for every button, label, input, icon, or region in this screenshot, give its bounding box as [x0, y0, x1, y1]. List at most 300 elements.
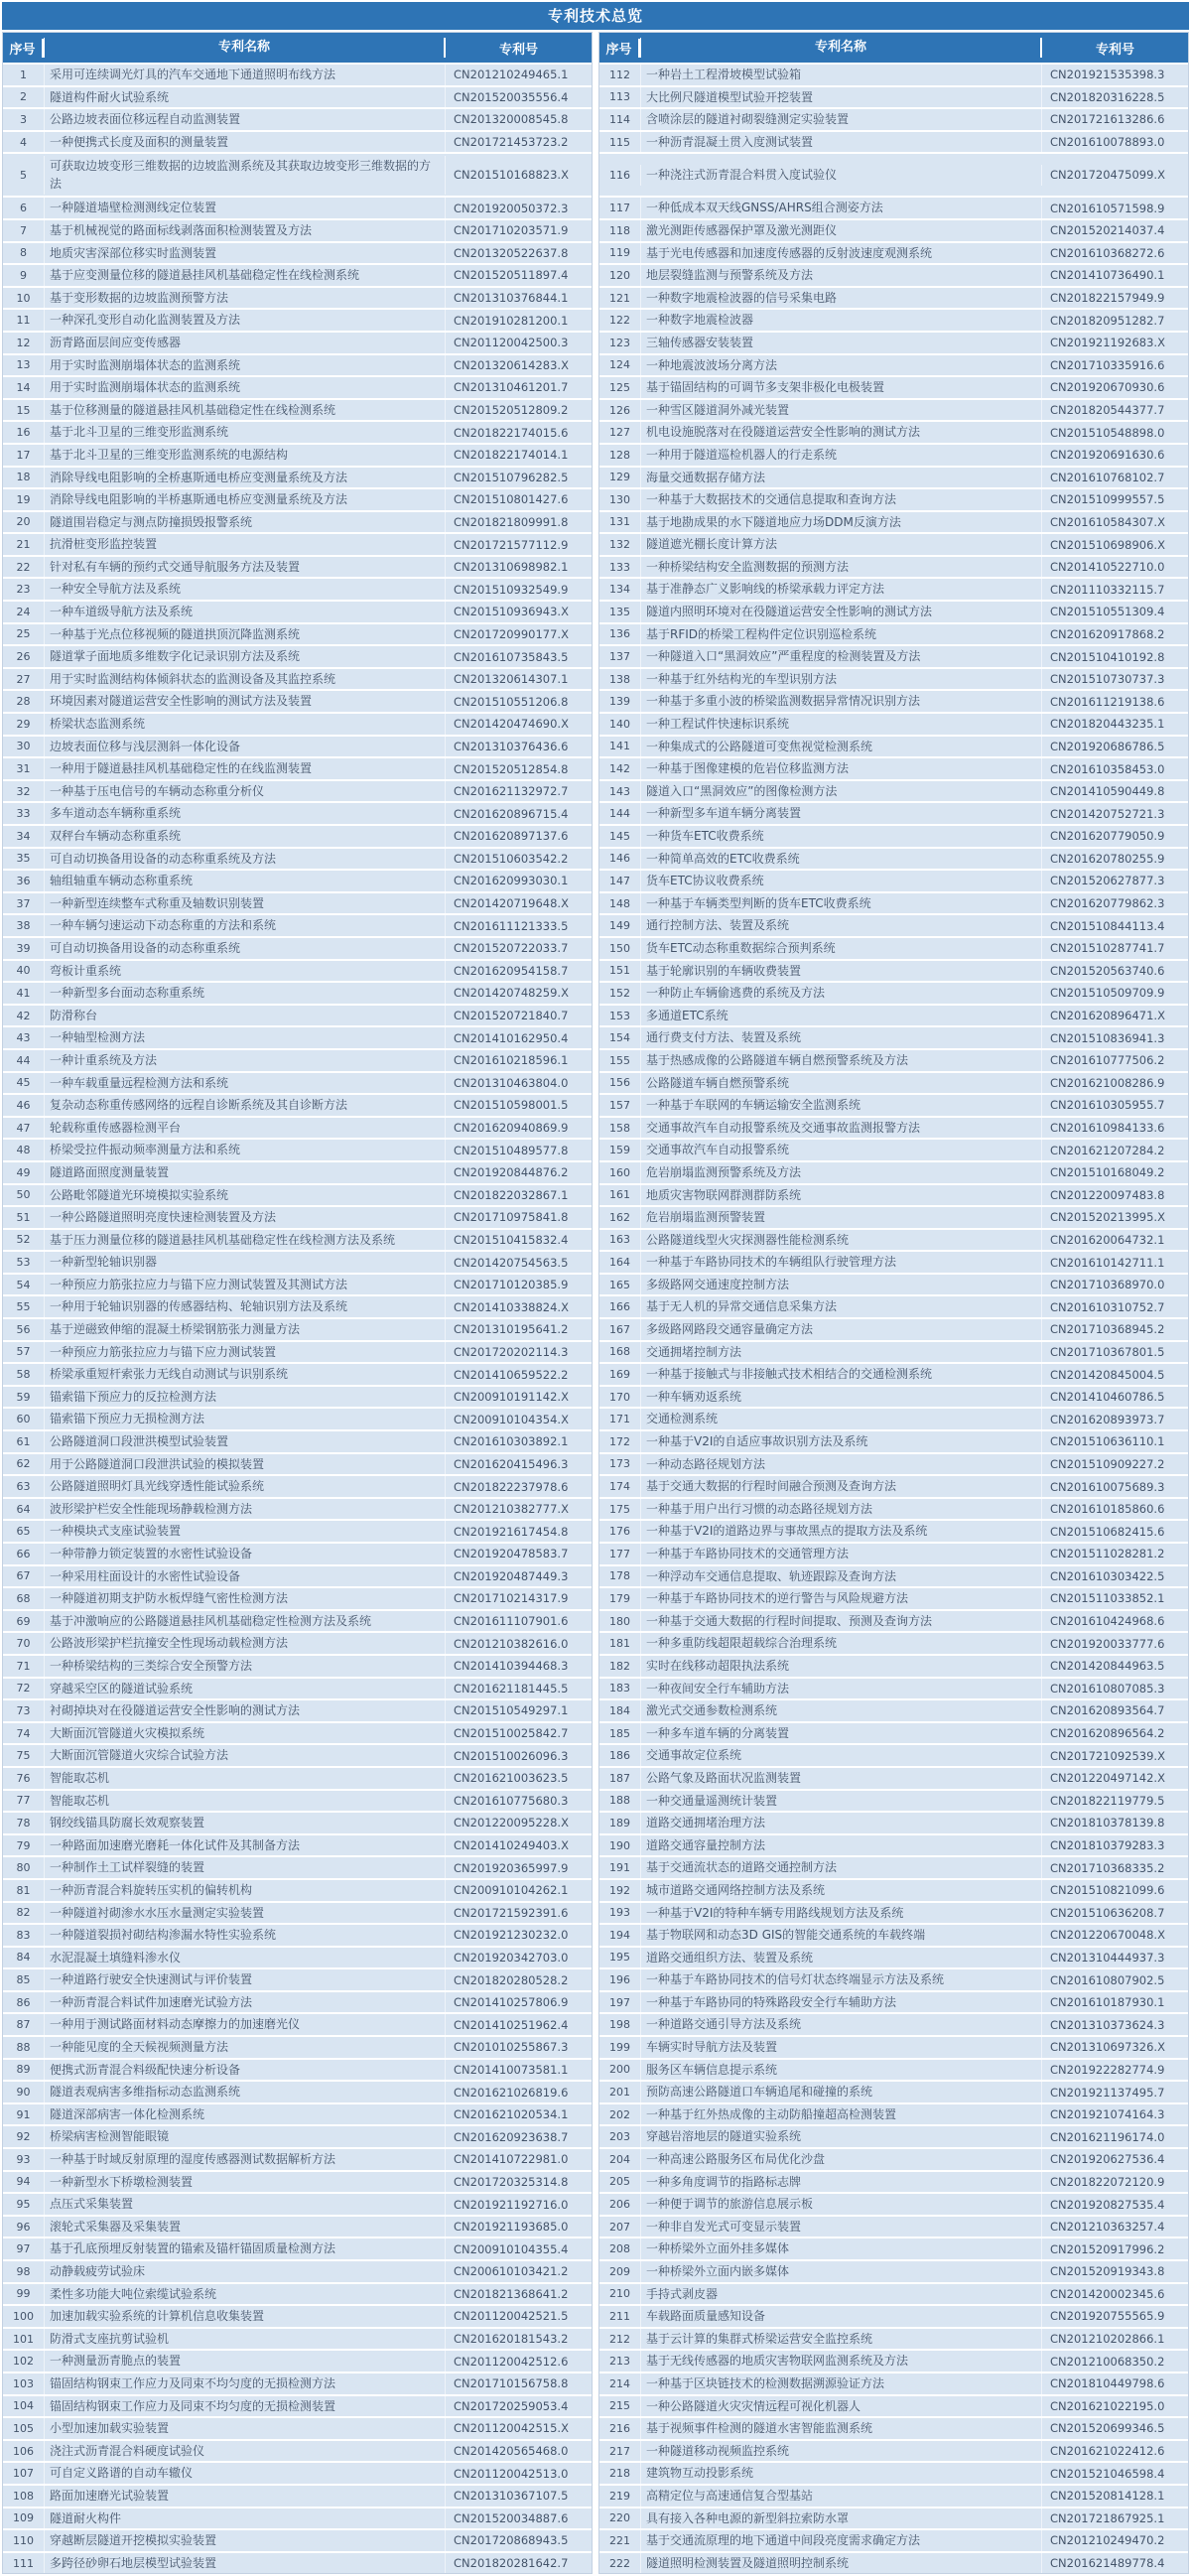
patent-number-cell: CN201520034887.6 — [454, 2510, 569, 2525]
table-row — [599, 1811, 1188, 1833]
patent-number-cell: CN201810449798.6 — [1050, 2376, 1165, 2391]
patent-name-cell: 一种基于车联网的车辆运输安全监测系统 — [640, 1095, 1042, 1116]
patent-number-cell: CN201310461201.7 — [454, 380, 569, 395]
patent-number-cell: CN201721092539.X — [1050, 1748, 1165, 1763]
table-row — [3, 1273, 592, 1295]
patent-number-cell: CN201520563740.6 — [1050, 963, 1165, 978]
patent-number-cell: CN201410257806.9 — [454, 1995, 569, 2010]
row-index-cell: 169 — [609, 1368, 630, 1382]
row-index-cell: 141 — [609, 740, 630, 753]
table-row — [599, 869, 1188, 891]
patent-name-cell: 一种集成式的公路隧道可变焦视觉检测系统 — [640, 737, 1042, 757]
row-index-cell: 27 — [16, 672, 31, 686]
patent-number-cell: CN201620940869.9 — [454, 1121, 569, 1136]
patent-name-cell: 一种道路行驶安全快速测试与评价装置 — [44, 1969, 446, 1990]
patent-name-cell: 一种基于多重小波的桥梁监测数据异常情况识别方法 — [640, 691, 1042, 712]
row-index-cell: 219 — [609, 2489, 630, 2503]
row-index-cell: 143 — [609, 784, 630, 798]
patent-name-cell: 基于机械视觉的路面标线剥落面积检测装置及方法 — [44, 220, 446, 241]
row-index-cell: 167 — [609, 1322, 630, 1336]
row-index-cell: 102 — [13, 2355, 34, 2369]
table-row — [3, 1385, 592, 1408]
patent-name-cell: 一种便携式长度及面积的测量装置 — [44, 132, 446, 153]
row-index-cell: 97 — [16, 2242, 31, 2256]
patent-name-cell: 一种地震波波场分离方法 — [640, 355, 1042, 376]
table-row — [599, 1609, 1188, 1632]
patent-name-cell: 穿越断层隧道开挖模拟实验装置 — [44, 2530, 446, 2551]
table-row — [3, 2147, 592, 2170]
patent-name-cell: 一种制作土工试样裂缝的装置 — [44, 1857, 446, 1878]
patent-name-cell: 一种带静力锁定装置的水密性试验设备 — [44, 1544, 446, 1564]
table-row — [3, 331, 592, 353]
table-row — [599, 2484, 1188, 2507]
table-row — [3, 85, 592, 108]
patent-name-cell: 基于北斗卫星的三维变形监测系统的电源结构 — [44, 445, 446, 466]
patent-number-cell: CN201510682415.6 — [1050, 1524, 1165, 1539]
patent-number-cell: CN201420754563.5 — [454, 1255, 569, 1270]
patent-table-right — [598, 32, 1189, 2574]
patent-number-cell: CN201520919343.8 — [1050, 2264, 1165, 2279]
patent-name-cell: 一种非自发光式可变显示装置 — [640, 2217, 1042, 2237]
patent-name-cell: 一种能见度的全天候视频测量方法 — [44, 2037, 446, 2058]
patent-number-cell: CN201721577112.9 — [454, 537, 569, 552]
patent-number-cell: CN201610303892.1 — [454, 1434, 569, 1449]
table-row — [3, 936, 592, 959]
row-index-cell: 99 — [16, 2287, 31, 2301]
row-index-cell: 65 — [16, 1525, 31, 1539]
row-index-cell: 63 — [16, 1480, 31, 1494]
patent-number-cell: CN200610103421.2 — [454, 2264, 569, 2279]
patent-name-cell: 一种预应力筋张拉应力与锚下应力测试装置及其测试方法 — [44, 1275, 446, 1295]
patent-number-cell: CN201621020534.1 — [454, 2107, 569, 2122]
patent-number-cell: CN201520511897.4 — [454, 268, 569, 283]
patent-name-cell: 一种沥青混合料旋转压实机的偏转机构 — [44, 1880, 446, 1901]
patent-name-cell: 抗滑桩变形监控装置 — [44, 534, 446, 555]
patent-number-cell: CN201821809991.8 — [454, 514, 569, 529]
row-index-cell: 116 — [609, 168, 630, 182]
table-row — [599, 1923, 1188, 1946]
table-row — [3, 1878, 592, 1901]
row-index-cell: 32 — [16, 784, 31, 798]
patent-number-cell: CN201621022412.6 — [1050, 2444, 1165, 2459]
row-index-cell: 170 — [609, 1390, 630, 1404]
patent-name-cell: 防滑称台 — [44, 1006, 446, 1026]
table-row — [3, 689, 592, 712]
patent-number-cell: CN201521046598.4 — [1050, 2466, 1165, 2481]
patent-number-cell: CN201510489577.8 — [454, 1143, 569, 1157]
patent-number-cell: CN201420002345.6 — [1050, 2286, 1165, 2301]
row-index-cell: 159 — [609, 1144, 630, 1157]
table-row — [599, 577, 1188, 600]
row-index-cell: 16 — [16, 426, 31, 440]
row-index-cell: 171 — [609, 1413, 630, 1426]
patent-tables-container — [2, 32, 1189, 2574]
table-row — [599, 2416, 1188, 2439]
patent-name-cell: 智能取芯机 — [44, 1768, 446, 1789]
patent-number-cell: CN201510636110.1 — [1050, 1434, 1165, 1449]
patent-number-cell: CN201420565468.0 — [454, 2444, 569, 2459]
table-row — [3, 2484, 592, 2507]
patent-number-cell: CN201310444937.3 — [1050, 1950, 1165, 1965]
patent-name-cell: 货车ETC协议收费系统 — [640, 871, 1042, 891]
row-index-cell: 52 — [16, 1233, 31, 1247]
patent-number-cell: CN201310367107.5 — [454, 2489, 569, 2504]
patent-number-cell: CN201610075689.3 — [1050, 1479, 1165, 1494]
row-index-cell: 189 — [609, 1816, 630, 1830]
patent-number-cell: CN201310373624.3 — [1050, 2017, 1165, 2032]
row-index-cell: 128 — [609, 448, 630, 462]
table-row — [599, 1474, 1188, 1497]
patent-name-cell: 消除导线电阻影响的全桥惠斯通电桥应变测量系统及方法 — [44, 468, 446, 488]
patent-name-cell: 高精定位与高速通信复合型基站 — [640, 2486, 1042, 2507]
patent-name-cell: 一种深孔变形自动化监测装置及方法 — [44, 310, 446, 331]
patent-number-cell: CN201410162950.4 — [454, 1030, 569, 1045]
patent-name-cell: 隧道表观病害多维指标动态监测系统 — [44, 2082, 446, 2102]
table-row — [599, 1497, 1188, 1520]
table-row — [599, 622, 1188, 645]
table-row — [599, 1048, 1188, 1071]
table-row — [599, 466, 1188, 488]
row-index-cell: 198 — [609, 2018, 630, 2032]
patent-number-cell: CN201822174014.1 — [454, 448, 569, 463]
row-index-cell: 96 — [16, 2220, 31, 2234]
row-index-cell: 194 — [609, 1928, 630, 1942]
table-row — [3, 2461, 592, 2484]
table-row — [599, 2215, 1188, 2237]
table-row — [3, 2439, 592, 2462]
patent-number-cell: CN201922282774.9 — [1050, 2062, 1165, 2077]
patent-number-cell: CN201420748259.X — [454, 986, 569, 1001]
patent-number-cell: CN201220497142.X — [1050, 1771, 1165, 1786]
table-row — [3, 1317, 592, 1340]
row-index-cell: 56 — [16, 1322, 31, 1336]
row-index-cell: 200 — [609, 2063, 630, 2077]
patent-number-cell: CN201120042515.X — [454, 2421, 569, 2436]
patent-name-cell: 多车道动态车辆称重系统 — [44, 803, 446, 824]
row-index-cell: 72 — [16, 1682, 31, 1695]
row-index-cell: 1 — [20, 68, 27, 81]
row-index-cell: 106 — [13, 2444, 34, 2458]
table-row — [3, 1294, 592, 1317]
patent-number-cell: CN201920827535.4 — [1050, 2197, 1165, 2212]
patent-number-cell: CN201621489778.4 — [1050, 2556, 1165, 2571]
patent-number-cell: CN201610735843.5 — [454, 649, 569, 664]
patent-number-cell: CN201611107901.6 — [454, 1614, 569, 1629]
table-row — [599, 331, 1188, 353]
row-index-cell: 108 — [13, 2489, 34, 2503]
row-index-cell: 21 — [16, 538, 31, 552]
table-row — [599, 756, 1188, 779]
row-index-cell: 80 — [16, 1861, 31, 1875]
row-index-cell: 60 — [16, 1413, 31, 1426]
row-index-cell: 182 — [609, 1659, 630, 1673]
table-row — [599, 1990, 1188, 2013]
row-index-cell: 109 — [13, 2511, 34, 2525]
patent-number-cell: CN201510603542.2 — [454, 851, 569, 866]
patent-name-cell: 一种基于车路协同技术的信号灯状态终端显示方法及系统 — [640, 1969, 1042, 1990]
patent-number-cell: CN201920050372.3 — [454, 201, 569, 215]
patent-name-cell: 公路边坡表面位移远程自动监测装置 — [44, 109, 446, 130]
patent-name-cell: 一种动态路径规划方法 — [640, 1454, 1042, 1475]
row-index-cell: 211 — [609, 2309, 630, 2323]
patent-name-cell: 一种车辆匀速运动下动态称重的方法和系统 — [44, 915, 446, 936]
patent-number-cell: CN201510999557.5 — [1050, 492, 1165, 507]
table-row — [3, 2124, 592, 2147]
row-index-cell: 36 — [16, 874, 31, 887]
patent-number-cell: CN201520627877.3 — [1050, 874, 1165, 888]
patent-name-cell: 一种沥青混合料试件加速磨光试验方法 — [44, 1992, 446, 2013]
table-row — [3, 1766, 592, 1789]
patent-name-cell: 一种车载重量远程检测方法和系统 — [44, 1073, 446, 1094]
patent-name-cell: 隧道遮光棚长度计算方法 — [640, 534, 1042, 555]
patent-name-cell: 针对私有车辆的预约式交通导航服务方法及装置 — [44, 557, 446, 578]
patent-number-cell: CN201620893564.7 — [1050, 1703, 1165, 1718]
table-row — [599, 1967, 1188, 1990]
table-row — [3, 1116, 592, 1139]
row-index-cell: 84 — [16, 1951, 31, 1965]
row-index-cell: 208 — [609, 2242, 630, 2256]
table-row — [3, 756, 592, 779]
table-row — [3, 1990, 592, 2013]
row-index-cell: 41 — [16, 986, 31, 1000]
table-row — [599, 644, 1188, 667]
table-row — [3, 1183, 592, 1206]
patent-number-cell: CN201710120385.9 — [454, 1278, 569, 1292]
table-row — [599, 130, 1188, 153]
patent-number-cell: CN201320522637.8 — [454, 245, 569, 260]
row-index-cell: 193 — [609, 1906, 630, 1920]
patent-name-cell: 桥梁受拉件振动频率测量方法和系统 — [44, 1140, 446, 1160]
table-row — [3, 600, 592, 622]
table-row — [3, 1677, 592, 1699]
table-row — [599, 735, 1188, 757]
patent-number-cell: CN201822032867.1 — [454, 1187, 569, 1202]
patent-number-cell: CN201610777506.2 — [1050, 1053, 1165, 1068]
patent-name-cell: 浇注式沥青混合料硬度试验仪 — [44, 2441, 446, 2462]
column-header-number: 专利号 — [498, 42, 538, 58]
patent-name-cell: 大断面沉管隧道火灾综合试验方法 — [44, 1745, 446, 1766]
row-index-cell: 173 — [609, 1457, 630, 1471]
patent-name-cell: 一种新型多车道车辆分离装置 — [640, 803, 1042, 824]
patent-number-cell: CN201510844113.4 — [1050, 918, 1165, 933]
patent-number-cell: CN201621026819.6 — [454, 2085, 569, 2100]
table-row — [599, 1250, 1188, 1273]
patent-name-cell: 一种多角度调节的指路标志牌 — [640, 2172, 1042, 2193]
patent-name-cell: 锚索锚下预应力的反拉检测方法 — [44, 1387, 446, 1408]
patent-number-cell: CN201310376844.1 — [454, 291, 569, 306]
patent-number-cell: CN201920670930.6 — [1050, 380, 1165, 395]
row-index-cell: 12 — [16, 336, 31, 349]
patent-number-cell: CN201510909227.2 — [1050, 1456, 1165, 1471]
patent-name-cell: 隧道耐火构件 — [44, 2508, 446, 2529]
row-index-cell: 104 — [13, 2399, 34, 2413]
patent-name-cell: 基于压力测量位移的隧道悬挂风机基础稳定性在线检测方法及系统 — [44, 1230, 446, 1251]
table-row — [599, 1025, 1188, 1048]
patent-number-cell: CN201721453723.2 — [454, 135, 569, 150]
patent-name-cell: 一种交通量遥测统计装置 — [640, 1791, 1042, 1812]
row-index-cell: 220 — [609, 2511, 630, 2525]
patent-number-cell: CN201920365997.9 — [454, 1860, 569, 1875]
row-index-cell: 44 — [16, 1053, 31, 1067]
table-row — [3, 2327, 592, 2350]
table-row — [599, 1138, 1188, 1160]
patent-name-cell: 基于应变测量位移的隧道悬挂风机基础稳定性在线检测系统 — [44, 265, 446, 286]
patent-name-cell: 柔性多功能大吨位索缆试验系统 — [44, 2284, 446, 2305]
table-row — [599, 2528, 1188, 2551]
patent-number-cell: CN201510821099.6 — [1050, 1883, 1165, 1898]
table-row — [599, 286, 1188, 309]
patent-number-cell: CN201810379283.3 — [1050, 1838, 1165, 1853]
patent-number-cell: CN201610078893.0 — [1050, 135, 1165, 150]
table-row — [3, 959, 592, 982]
patent-number-cell: CN201611219138.6 — [1050, 694, 1165, 709]
patent-name-cell: 一种基于用户出行习惯的动态路径规划方法 — [640, 1499, 1042, 1520]
table-row — [3, 2528, 592, 2551]
patent-name-cell: 轮载称重传感器检测平台 — [44, 1118, 446, 1139]
patent-name-cell: 危岩崩塌监测预警系统及方法 — [640, 1162, 1042, 1183]
table-row — [3, 981, 592, 1004]
patent-number-cell: CN201510026096.3 — [454, 1748, 569, 1763]
table-row — [599, 1205, 1188, 1228]
patent-number-cell: CN201620893973.7 — [1050, 1412, 1165, 1426]
patent-number-cell: CN201820443235.1 — [1050, 717, 1165, 732]
patent-name-cell: 可自定义路谱的自动车辙仪 — [44, 2463, 446, 2484]
patent-number-cell: CN201621196174.0 — [1050, 2129, 1165, 2144]
patent-number-cell: CN201510551206.8 — [454, 694, 569, 709]
row-index-cell: 71 — [16, 1659, 31, 1673]
row-index-cell: 59 — [16, 1390, 31, 1404]
table-row — [3, 1138, 592, 1160]
patent-number-cell: CN201920691630.6 — [1050, 448, 1165, 463]
row-index-cell: 130 — [609, 492, 630, 506]
row-index-cell: 191 — [609, 1861, 630, 1875]
table-row — [599, 2551, 1188, 2574]
table-body-right — [599, 63, 1188, 2573]
table-row — [3, 1855, 592, 1878]
table-row — [599, 2035, 1188, 2058]
patent-name-cell: 基于交通流状态的道路交通控制方法 — [640, 1857, 1042, 1878]
patent-number-cell: CN201620954158.7 — [454, 963, 569, 978]
patent-name-cell: 多通道ETC系统 — [640, 1006, 1042, 1026]
patent-name-cell: 一种基于光点位移视频的隧道拱顶沉降监测系统 — [44, 624, 446, 645]
patent-name-cell: 防滑式支座抗剪试验机 — [44, 2329, 446, 2350]
patent-name-cell: 一种基于车路协同技术的逆行警告与风险规避方法 — [640, 1588, 1042, 1609]
patent-number-cell: CN201710367801.5 — [1050, 1344, 1165, 1359]
row-index-cell: 161 — [609, 1188, 630, 1202]
table-row — [599, 532, 1188, 555]
patent-name-cell: 一种多车道车辆的分离装置 — [640, 1723, 1042, 1744]
patent-name-cell: 地层裂缝监测与预警系统及方法 — [640, 265, 1042, 286]
row-index-cell: 87 — [16, 2018, 31, 2032]
row-index-cell: 121 — [609, 291, 630, 305]
patent-name-cell: 地质灾害物联网群测群防系统 — [640, 1185, 1042, 1206]
patent-number-cell: CN201610984133.6 — [1050, 1121, 1165, 1136]
row-index-cell: 113 — [609, 90, 630, 104]
table-row — [599, 420, 1188, 443]
table-row — [3, 1407, 592, 1429]
table-row — [3, 2372, 592, 2394]
patent-name-cell: 基于轮廓识别的车辆收费装置 — [640, 961, 1042, 982]
row-index-cell: 183 — [609, 1682, 630, 1695]
row-index-cell: 85 — [16, 1973, 31, 1987]
patent-name-cell: 桥梁状态监测系统 — [44, 714, 446, 735]
patent-name-cell: 小型加速加载实验装置 — [44, 2418, 446, 2439]
table-row — [599, 375, 1188, 398]
patent-number-cell: CN201621132972.7 — [454, 784, 569, 799]
table-row — [599, 1542, 1188, 1564]
patent-name-cell: 公路隧道线型火灾探测器性能检测系统 — [640, 1230, 1042, 1251]
row-index-cell: 75 — [16, 1749, 31, 1763]
patent-number-cell: CN201210382616.0 — [454, 1636, 569, 1651]
table-row — [3, 1967, 592, 1990]
patent-name-cell: 一种低成本双天线GNSS/AHRS组合测姿方法 — [640, 198, 1042, 218]
table-row — [599, 936, 1188, 959]
patent-name-cell: 隧道照明检测装置及隧道照明控制系统 — [640, 2553, 1042, 2574]
patent-number-cell: CN201821368641.2 — [454, 2286, 569, 2301]
table-row — [3, 1698, 592, 1721]
table-row — [3, 2012, 592, 2035]
patent-number-cell: CN201210382777.X — [454, 1502, 569, 1517]
patent-number-cell: CN201620923638.7 — [454, 2129, 569, 2144]
row-index-cell: 7 — [20, 223, 27, 237]
table-row — [3, 1721, 592, 1744]
table-row — [3, 1901, 592, 1924]
patent-number-cell: CN201520512809.2 — [454, 403, 569, 418]
table-row — [599, 2461, 1188, 2484]
row-index-cell: 136 — [609, 627, 630, 641]
row-index-cell: 98 — [16, 2264, 31, 2278]
patent-number-cell: CN201822119779.5 — [1050, 1793, 1165, 1808]
patent-name-cell: 可自动切换备用设备的动态称重系统及方法 — [44, 849, 446, 870]
patent-number-cell: CN201822174015.6 — [454, 425, 569, 440]
table-row — [3, 847, 592, 870]
patent-name-cell: 通行费支付方法、装置及系统 — [640, 1027, 1042, 1048]
row-index-cell: 54 — [16, 1278, 31, 1291]
patent-name-cell: 一种数字地震检波器的信号采集电路 — [640, 288, 1042, 309]
patent-number-cell: CN201520214037.4 — [1050, 223, 1165, 238]
patent-name-cell: 一种浇注式沥青混合料贯入度试验仪 — [640, 165, 1042, 186]
patent-name-cell: 多级路网路段交通容量确定方法 — [640, 1319, 1042, 1340]
row-index-cell: 123 — [609, 336, 630, 349]
table-row — [3, 1946, 592, 1968]
patent-name-cell: 公路隧道车辆自燃预警系统 — [640, 1073, 1042, 1094]
patent-name-cell: 隧道内照明环境对在役隧道运营安全性影响的测试方法 — [640, 602, 1042, 622]
table-row — [3, 2215, 592, 2237]
patent-number-cell: CN201820281642.7 — [454, 2556, 569, 2571]
patent-name-cell: 一种用于隧道悬挂风机基础稳定性的在线监测装置 — [44, 758, 446, 779]
row-index-cell: 58 — [16, 1368, 31, 1382]
table-row — [3, 1250, 592, 1273]
table-row — [599, 600, 1188, 622]
row-index-cell: 202 — [609, 2107, 630, 2121]
row-index-cell: 180 — [609, 1614, 630, 1628]
table-row — [3, 2080, 592, 2102]
patent-name-cell: 基于光电传感器和加速度传感器的反射波速度观测系统 — [640, 243, 1042, 264]
patent-number-cell: CN201610142711.1 — [1050, 1255, 1165, 1270]
patent-name-cell: 弯板计重系统 — [44, 961, 446, 982]
table-row — [3, 2102, 592, 2125]
row-index-cell: 150 — [609, 941, 630, 955]
row-index-cell: 175 — [609, 1502, 630, 1516]
table-row — [3, 1609, 592, 1632]
row-index-cell: 222 — [609, 2556, 630, 2570]
patent-name-cell: 动静载疲劳试验床 — [44, 2261, 446, 2282]
patent-number-cell: CN201621008286.9 — [1050, 1075, 1165, 1090]
patent-name-cell: 智能取芯机 — [44, 1791, 446, 1812]
table-row — [3, 286, 592, 309]
table-row — [599, 1452, 1188, 1475]
patent-number-cell: CN201710368970.0 — [1050, 1278, 1165, 1292]
